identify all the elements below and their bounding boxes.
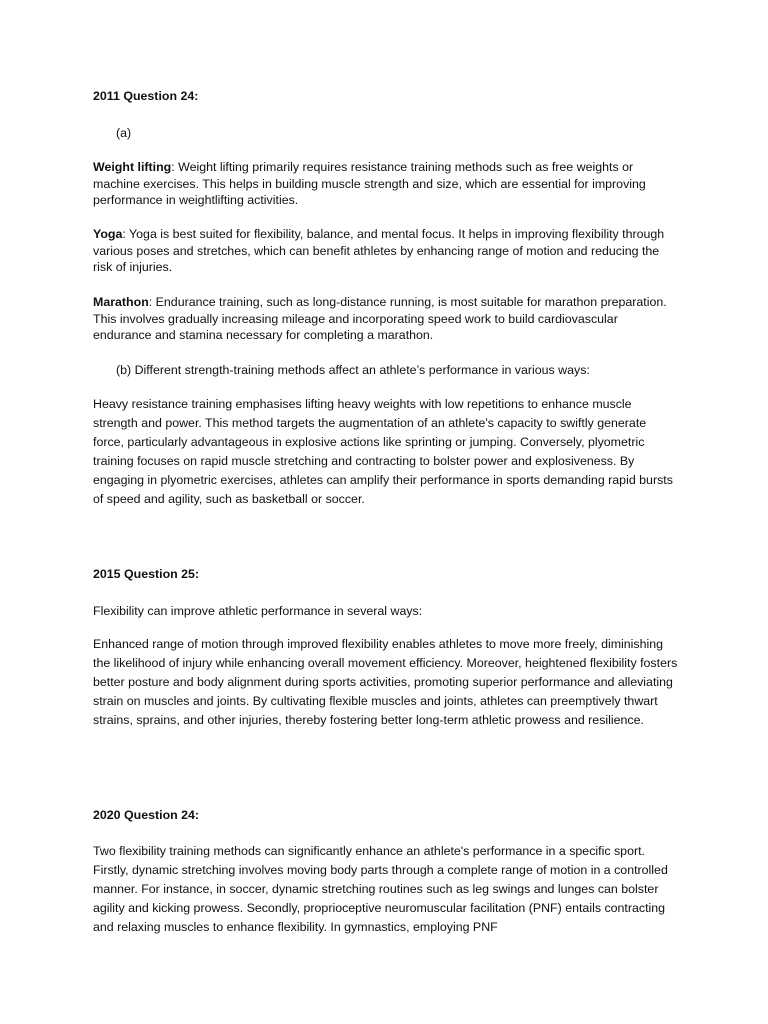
- term-weight-lifting: Weight lifting: [93, 160, 172, 174]
- term-marathon: Marathon: [93, 295, 149, 309]
- heading-2020-q24: 2020 Question 24:: [93, 808, 200, 822]
- paragraph-yoga: [93, 226, 679, 276]
- paragraph-flexibility-methods: Two flexibility training methods can significantly enhance an athlete's performance in a specific sport. Firstly, dynamic stretching involves moving body parts through a complete range of motion in a controlled manner. For instance, in soccer, dynamic stretching routines such as leg swings and lunges can bolster agility and kicking prowess. Secondly, proprioceptive neuromuscular facilitation (PNF) entails contracting and relaxing muscles to enhance flexibility. In gymnastics, employing PNF: [93, 844, 668, 934]
- heading-2015-q25: 2015 Question 25:: [93, 567, 200, 581]
- heading-2011-q24: 2011 Question 24:: [93, 89, 199, 103]
- term-yoga: Yoga: [93, 227, 123, 241]
- paragraph-flexibility-intro: Flexibility can improve athletic performance in several ways:: [93, 604, 423, 618]
- text-yoga: : Yoga is best suited for flexibility, balance, and mental focus. It helps in improving flexibility through various poses and stretches, which can benefit athletes by enhancing range of motion and reducing the risk of injuries.: [93, 227, 665, 274]
- part-a-label: (a): [116, 126, 132, 140]
- paragraph-flexibility-body: Enhanced range of motion through improved flexibility enables athletes to move more freely, diminishing the likelihood of injury while enhancing overall movement efficiency. Moreover, heightened flexibility fosters better posture and body alignment during sports activities, promoting superior performance and alleviating strain on muscles and joints. By cultivating flexible muscles and joints, athletes can preemptively thwart strains, sprains, and other injuries, thereby fostering better long-term athletic prowess and resilience.: [93, 637, 678, 727]
- paragraph-marathon: [93, 294, 679, 344]
- paragraph-weight-lifting: [93, 159, 679, 209]
- text-marathon: : Endurance training, such as long-distance running, is most suitable for marathon preparation. This involves gradually increasing mileage and incorporating speed work to build cardiovascular endurance and stamina necessary for completing a marathon.: [93, 295, 667, 342]
- paragraph-strength-training: Heavy resistance training emphasises lifting heavy weights with low repetitions to enhance muscle strength and power. This method targets the augmentation of an athlete's capacity to swiftly generate force, particularly advantageous in explosive actions like sprinting or jumping. Conversely, plyometric training focuses on rapid muscle stretching and contracting to bolster power and explosiveness. By engaging in plyometric exercises, athletes can amplify their performance in sports demanding rapid bursts of speed and agility, such as basketball or soccer.: [93, 397, 673, 506]
- text-weight-lifting: : Weight lifting primarily requires resistance training methods such as free weights or machine exercises. This helps in building muscle strength and size, which are essential for improving performance in weightlifting activities.: [93, 160, 646, 207]
- part-b-intro: (b) Different strength-training methods affect an athlete’s performance in various ways:: [116, 363, 590, 377]
